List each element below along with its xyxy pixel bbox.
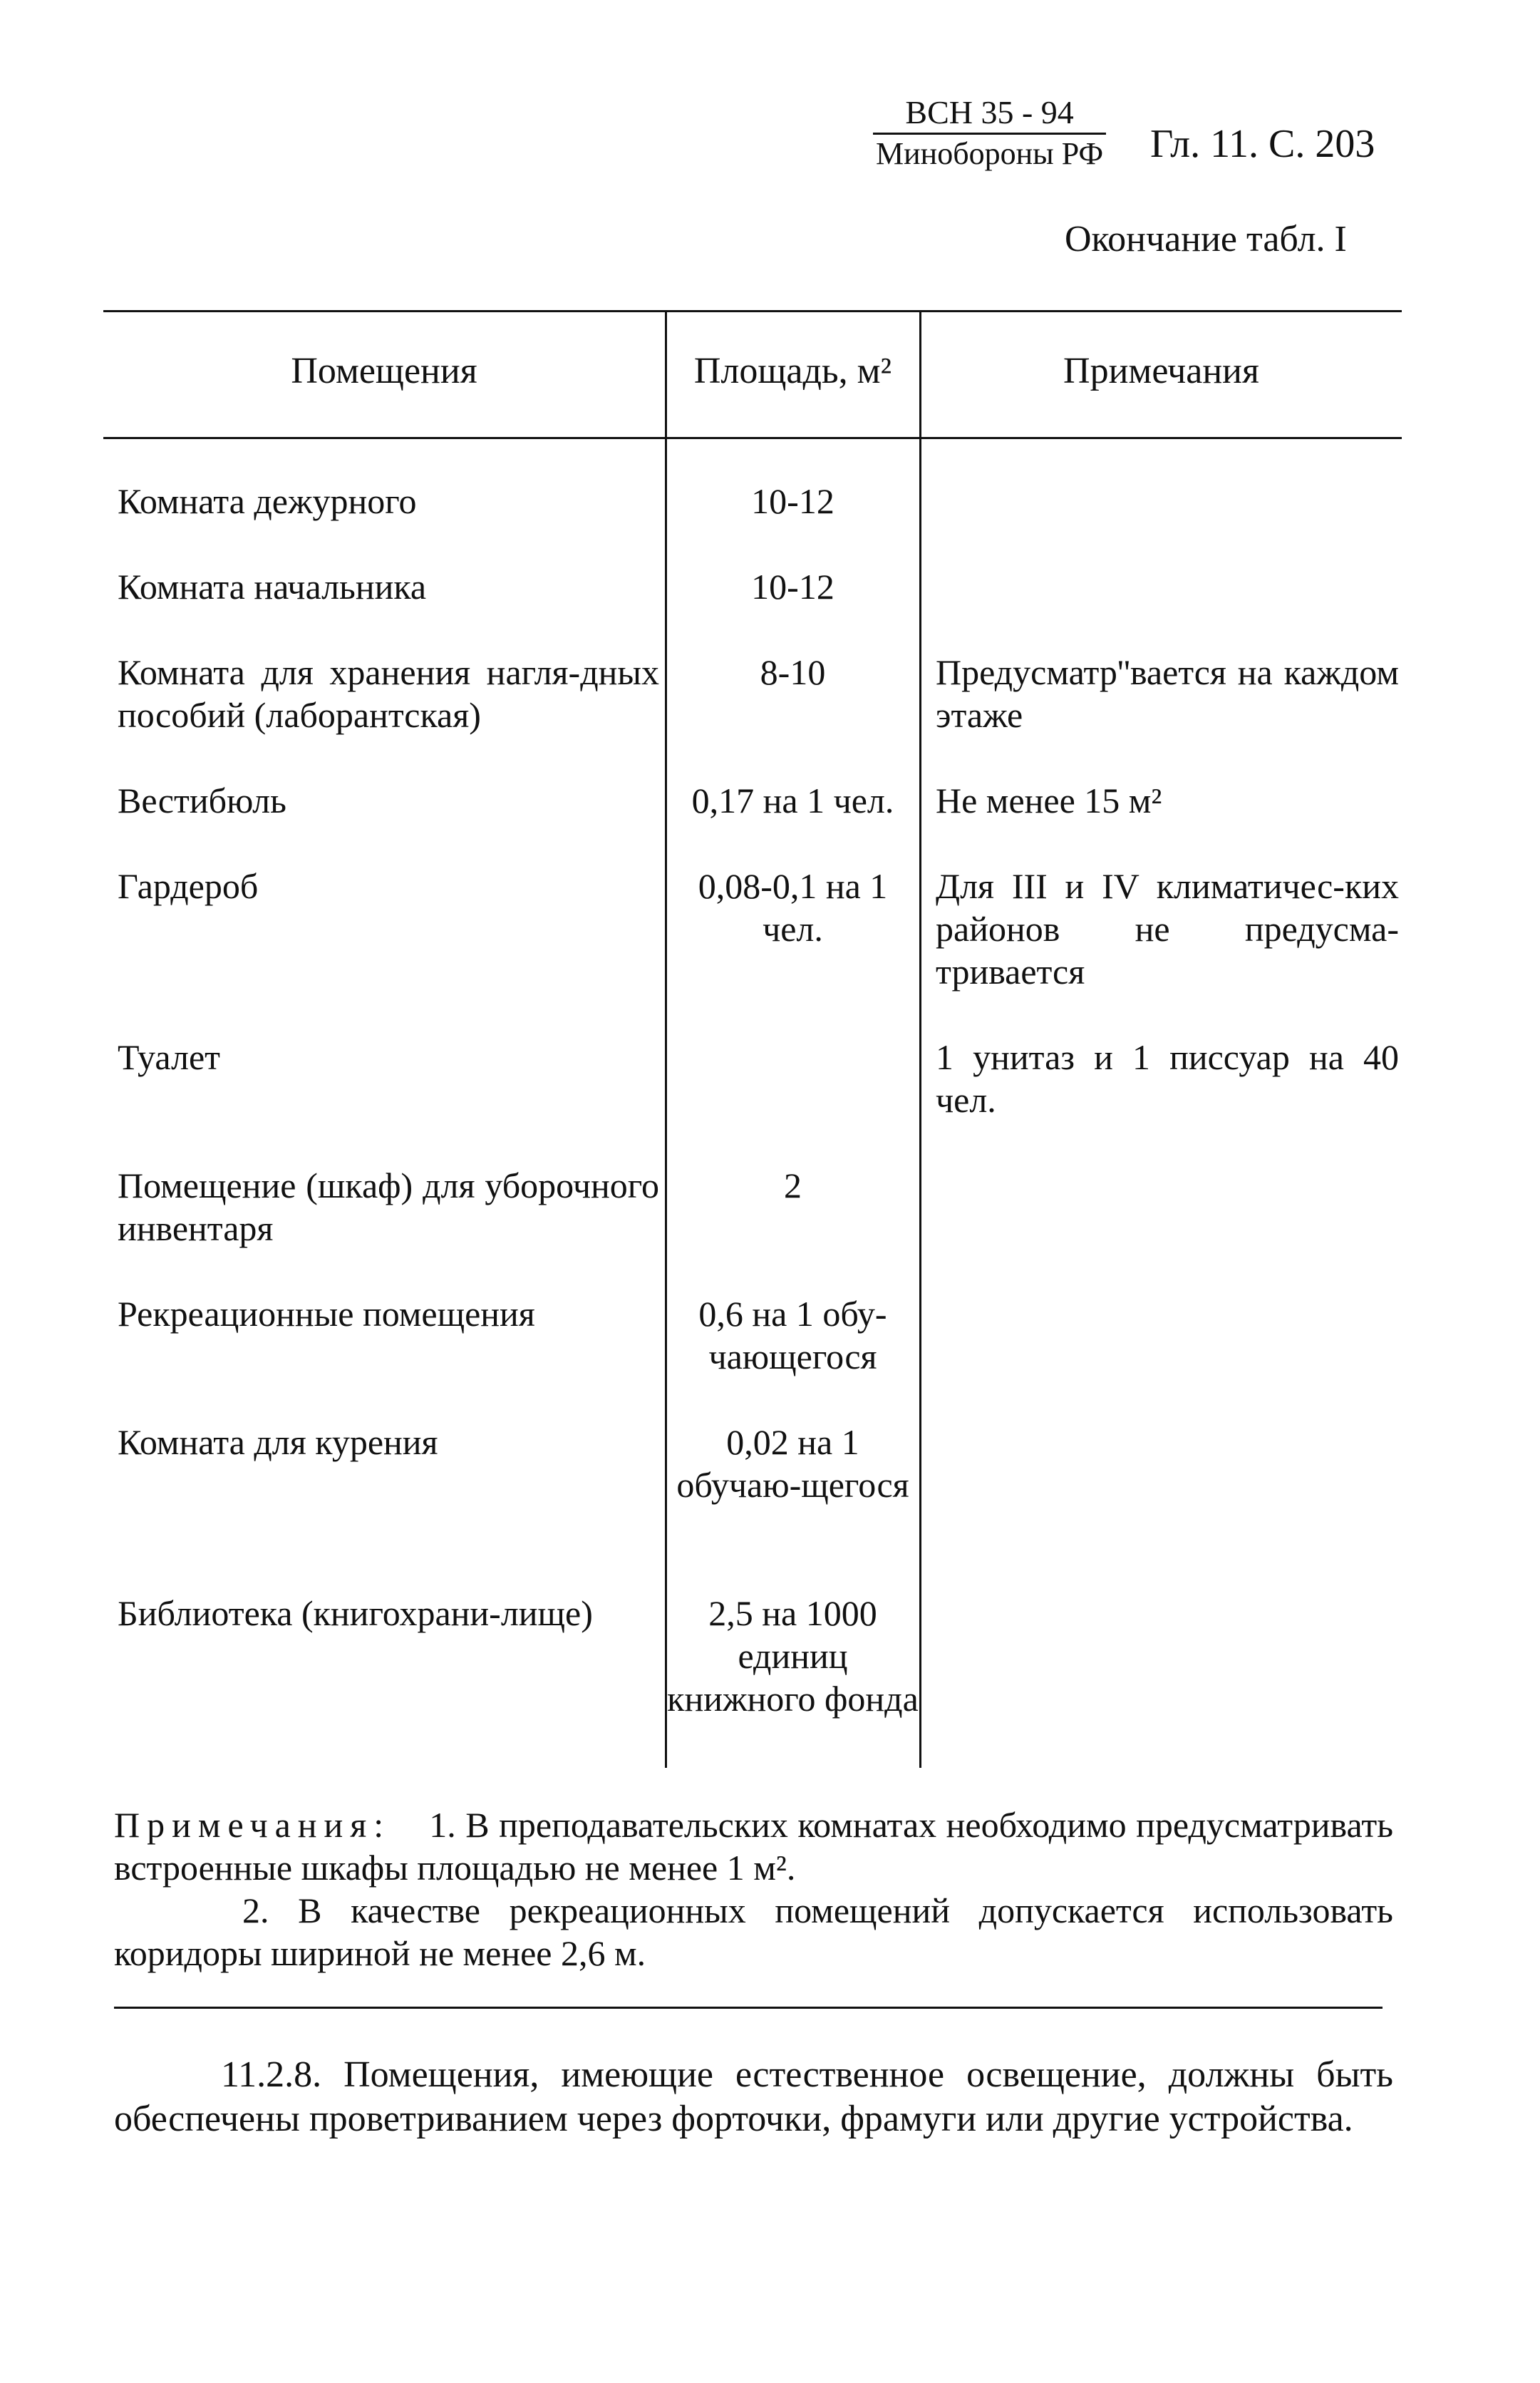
column-divider-1 <box>665 310 667 1768</box>
document-header <box>873 93 1106 173</box>
room-area: 2 <box>784 1165 802 1205</box>
room-area: 8-10 <box>760 652 826 692</box>
room-note: 1 унитаз и 1 писсуар на 40 чел. <box>936 1037 1399 1120</box>
room-area: 0,6 на 1 обу-чающегося <box>698 1294 887 1376</box>
section-divider <box>114 2007 1383 2009</box>
table-notes <box>114 1803 1393 1975</box>
room-name: Комната для хранения нагля-дных пособий (лаборантская) <box>118 652 659 735</box>
room-name: Туалет <box>118 1037 221 1077</box>
table-top-rule <box>103 310 1402 312</box>
room-name: Помещение (шкаф) для уборочного инвентаря <box>118 1165 659 1248</box>
room-name: Комната для курения <box>118 1422 438 1462</box>
room-note: Не менее 15 м² <box>936 781 1162 820</box>
room-area: 0,02 на 1 обучаю-щегося <box>676 1422 909 1505</box>
standard-code: ВСН 35 - 94 <box>873 93 1106 135</box>
room-note: Для III и IV климатичес-ких районов не предусма-тривается <box>936 866 1399 992</box>
chapter-page: Гл. 11. С. 203 <box>1150 122 1375 166</box>
room-name: Рекреационные помещения <box>118 1294 535 1334</box>
ministry-name: Минобороны РФ <box>876 136 1104 171</box>
note-1-text: 1. В преподавательских комнатах необходимо предусматривать встроенные шкафы площадью не менее 1 м². <box>114 1805 1393 1888</box>
room-area: 2,5 на 1000 единиц книжного фонда <box>667 1593 919 1719</box>
column-divider-2 <box>919 310 921 1768</box>
room-name: Гардероб <box>118 866 259 906</box>
table-header-rule <box>103 437 1402 439</box>
room-name: Комната дежурного <box>118 481 417 521</box>
rooms-table <box>103 310 1402 1768</box>
room-note: Предусматр''вается на каждом этаже <box>936 652 1399 735</box>
column-header-area: Площадь, м² <box>693 351 892 391</box>
room-name: Комната начальника <box>118 567 427 607</box>
room-area: 10-12 <box>751 481 834 521</box>
room-area: 0,17 на 1 чел. <box>691 781 894 820</box>
note-1 <box>114 1803 1393 1889</box>
room-area: 0,08-0,1 на 1 чел. <box>698 866 888 949</box>
table-caption: Окончание табл. I <box>1065 219 1347 259</box>
standard-designation <box>873 93 1106 173</box>
clause-11-2-8: 11.2.8. Помещения, имеющие естественное освещение, должны быть обеспечены проветриванием через форточки, фрамуги или другие устройства. <box>114 2054 1393 2139</box>
room-area: 10-12 <box>751 567 834 607</box>
column-header-rooms: Помещения <box>291 351 477 391</box>
room-name: Вестибюль <box>118 781 286 820</box>
room-name: Библиотека (книгохрани-лище) <box>118 1593 593 1633</box>
notes-heading: Примечания: <box>114 1805 391 1845</box>
column-header-notes: Примечания <box>1063 351 1259 391</box>
note-2: 2. В качестве рекреационных помещений допускается использовать коридоры шириной не менее 2,6 м. <box>114 1890 1393 1973</box>
